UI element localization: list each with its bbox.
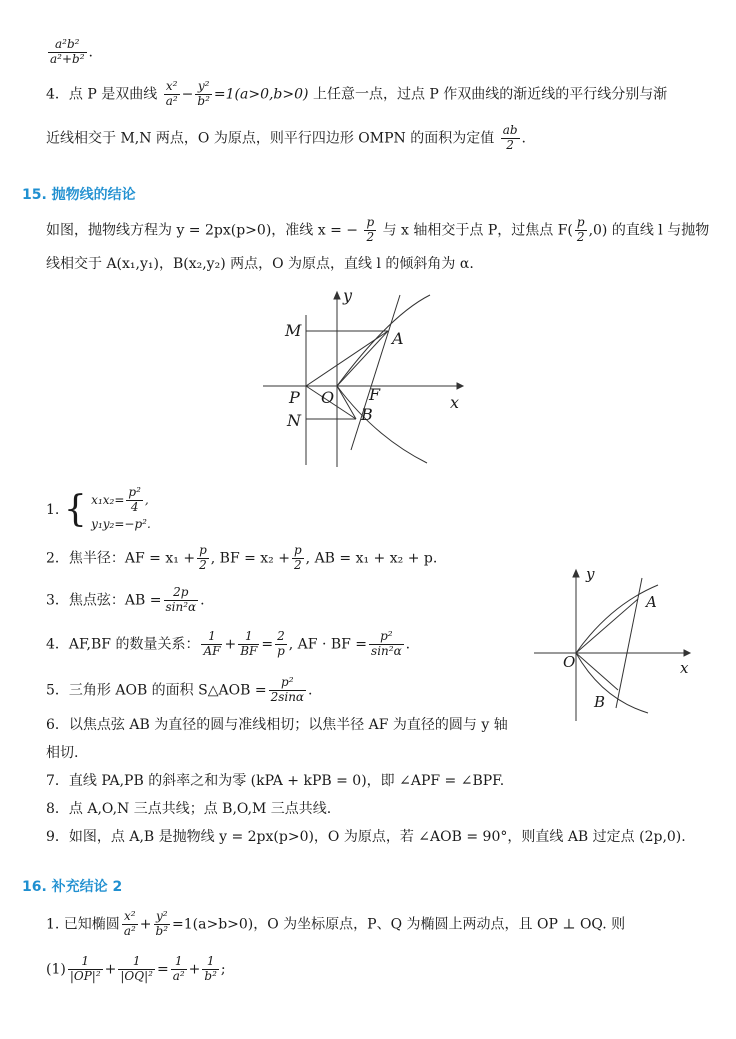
frac-num: p — [199, 543, 207, 557]
top-fraction — [46, 38, 93, 67]
frac-den: 2sinα — [270, 689, 305, 704]
item-4-line-2 — [46, 124, 526, 153]
punctuation: . — [521, 130, 526, 147]
frac-num: p — [576, 215, 585, 229]
label-y: y — [343, 286, 353, 305]
punctuation: . — [308, 682, 313, 699]
item-5 — [46, 676, 312, 705]
label-O: O — [563, 653, 576, 671]
focal-chord-line — [351, 295, 400, 450]
frac-num: x² — [122, 910, 138, 925]
equals-sign: = — [261, 636, 274, 653]
intro-text-a: 如图，抛物线方程为 y = 2px(p>0)，准线 x = − — [46, 222, 358, 239]
frac-num: y² — [154, 910, 171, 925]
frac-num: 1 — [68, 955, 103, 970]
intro-text-b: 与 x 轴相交于点 P，过焦点 F( — [382, 222, 573, 239]
item-6-line-2: 相切. — [46, 745, 79, 761]
item-text: 4．AF,BF 的数量关系： — [46, 636, 200, 653]
frac-num: p — [366, 215, 375, 229]
item-text: 1. 已知椭圆 — [46, 916, 120, 933]
plus-sign: + — [104, 961, 117, 978]
frac-den: b² — [197, 93, 210, 108]
plus-sign: + — [224, 636, 237, 653]
intro-text-c: ,0) 的直线 l 与抛物 — [588, 222, 710, 239]
plus-sign: + — [139, 916, 152, 933]
y-axis-arrow — [573, 570, 579, 577]
item-2 — [46, 544, 437, 573]
item-number: 1. — [46, 501, 60, 518]
frac-den: a² — [172, 968, 185, 983]
line-P-A — [306, 331, 388, 386]
label-P: P — [289, 388, 300, 407]
label-A: A — [392, 329, 404, 348]
item-text: 5．三角形 AOB 的面积 S△AOB = — [46, 682, 267, 699]
parabola-figure-2 — [530, 563, 700, 725]
frac-num: p² — [128, 485, 141, 499]
punctuation: . — [88, 44, 93, 61]
item-4-text: 近线相交于 M,N 两点，O 为原点，则平行四边形 OMPN 的面积为定值 — [46, 130, 495, 147]
frac-den: b² — [204, 968, 217, 983]
plus-sign: + — [188, 961, 201, 978]
frac-den: p — [277, 643, 285, 658]
frac-num: 1 — [118, 955, 155, 970]
label-y: y — [586, 565, 595, 583]
item-text: , BF = x₂ + — [210, 550, 290, 567]
item-3 — [46, 586, 205, 615]
punctuation: . — [405, 636, 411, 653]
frac-den: AF — [203, 643, 221, 658]
frac-den: a² — [123, 923, 136, 938]
frac-num: 2 — [275, 630, 287, 645]
frac-den: sin²α — [165, 599, 197, 614]
minus-sign: − — [181, 86, 194, 103]
frac-den: |OP|² — [69, 968, 101, 983]
item-text: , AB = x₁ + x₂ + p. — [305, 550, 438, 567]
label-B: B — [594, 693, 606, 711]
equation-rest: =1(a>0,b>0) — [213, 86, 309, 103]
label-N: N — [287, 411, 301, 430]
equation-system — [91, 486, 151, 534]
item-8: 8．点 A,O,N 三点共线；点 B,O,M 三点共线. — [46, 801, 332, 817]
item-text: 2．焦半径：AF = x₁ + — [46, 550, 196, 567]
frac-den: 2 — [294, 557, 302, 572]
section-16-line-2 — [46, 955, 226, 984]
item-6-line-1: 6．以焦点弦 AB 为直径的圆与准线相切；以焦半径 AF 为直径的圆与 y 轴 — [46, 717, 508, 733]
punctuation: ; — [220, 961, 226, 978]
label-A: A — [646, 593, 657, 611]
label-x: x — [450, 393, 460, 412]
parabola-figure-1 — [255, 285, 470, 470]
brace-symbol: { — [63, 488, 87, 530]
label-x: x — [680, 659, 689, 677]
section-16-line-1 — [46, 910, 625, 939]
frac-den: sin²α — [371, 643, 402, 658]
label-B: B — [361, 405, 373, 424]
frac-num: x² — [164, 80, 180, 95]
frac-num: 1 — [238, 630, 259, 645]
label-O: O — [321, 388, 335, 407]
item-4-line-1 — [46, 80, 667, 109]
item-label: (1) — [46, 961, 66, 978]
frac-num: y² — [195, 80, 212, 95]
fraction-numerator: a²b² — [48, 38, 87, 53]
item-4-suffix: 上任意一点，过点 P 作双曲线的渐近线的平行线分别与渐 — [312, 86, 668, 103]
item-4-relation — [46, 630, 410, 659]
x-axis-arrow — [684, 650, 690, 656]
frac-num: 2p — [164, 586, 199, 601]
label-M: M — [285, 321, 302, 340]
item-4-prefix: 4．点 P 是双曲线 — [46, 86, 158, 103]
frac-num: p — [293, 543, 302, 557]
punctuation: . — [200, 592, 205, 609]
frac-den: BF — [240, 643, 258, 658]
frac-num: 1 — [201, 630, 222, 645]
frac-den: 2 — [576, 229, 585, 244]
item-text: 3．焦点弦：AB = — [46, 592, 162, 609]
frac-num: ab — [502, 123, 518, 137]
frac-den: a² — [165, 93, 178, 108]
eq-part: x₁x₂= — [91, 492, 125, 507]
parabola-lower-branch — [337, 386, 427, 463]
punctuation: , — [144, 492, 149, 507]
equals-sign: = — [156, 961, 169, 978]
y-axis-arrow — [334, 292, 340, 299]
frac-num: p² — [369, 630, 404, 645]
frac-num: 1 — [202, 955, 219, 970]
section-15-intro-line-2: 线相交于 A(x₁,y₁)，B(x₂,y₂) 两点，O 为原点，直线 l 的倾斜角为 α. — [46, 256, 474, 272]
frac-den: 2 — [199, 557, 207, 572]
item-1 — [46, 486, 151, 534]
line-O-B — [337, 386, 356, 419]
frac-den: 4 — [130, 499, 139, 514]
frac-den: 2 — [506, 137, 514, 152]
line-O-B — [576, 653, 618, 690]
frac-num: 1 — [171, 955, 187, 970]
frac-num: p² — [269, 676, 306, 691]
section-15-intro-line-1 — [46, 216, 709, 245]
eq-line-2: y₁y₂=−p². — [91, 516, 151, 531]
fraction-denominator: a²+b² — [50, 51, 85, 66]
chord-AB — [616, 578, 642, 708]
frac-den: b² — [155, 923, 169, 938]
x-axis-arrow — [457, 383, 463, 389]
section-15-heading: 15. 抛物线的结论 — [22, 187, 136, 203]
section-16-heading: 16. 补充结论 2 — [22, 879, 123, 895]
item-text: =1(a>b>0)，O 为坐标原点，P、Q 为椭圆上两动点，且 OP ⊥ OQ. 则 — [172, 916, 626, 933]
parabola-upper-branch — [337, 295, 430, 386]
frac-den: |OQ|² — [120, 968, 153, 983]
label-F: F — [369, 385, 381, 404]
item-7: 7．直线 PA,PB 的斜率之和为零 (kPA + kPB = 0)，即 ∠APF = ∠BPF. — [46, 773, 505, 789]
item-text: , AF · BF = — [288, 636, 368, 653]
item-9: 9．如图，点 A,B 是抛物线 y = 2px(p>0)，O 为原点，若 ∠AOB = 90°，则直线 AB 过定点 (2p,0). — [46, 829, 686, 845]
frac-den: 2 — [366, 229, 375, 244]
